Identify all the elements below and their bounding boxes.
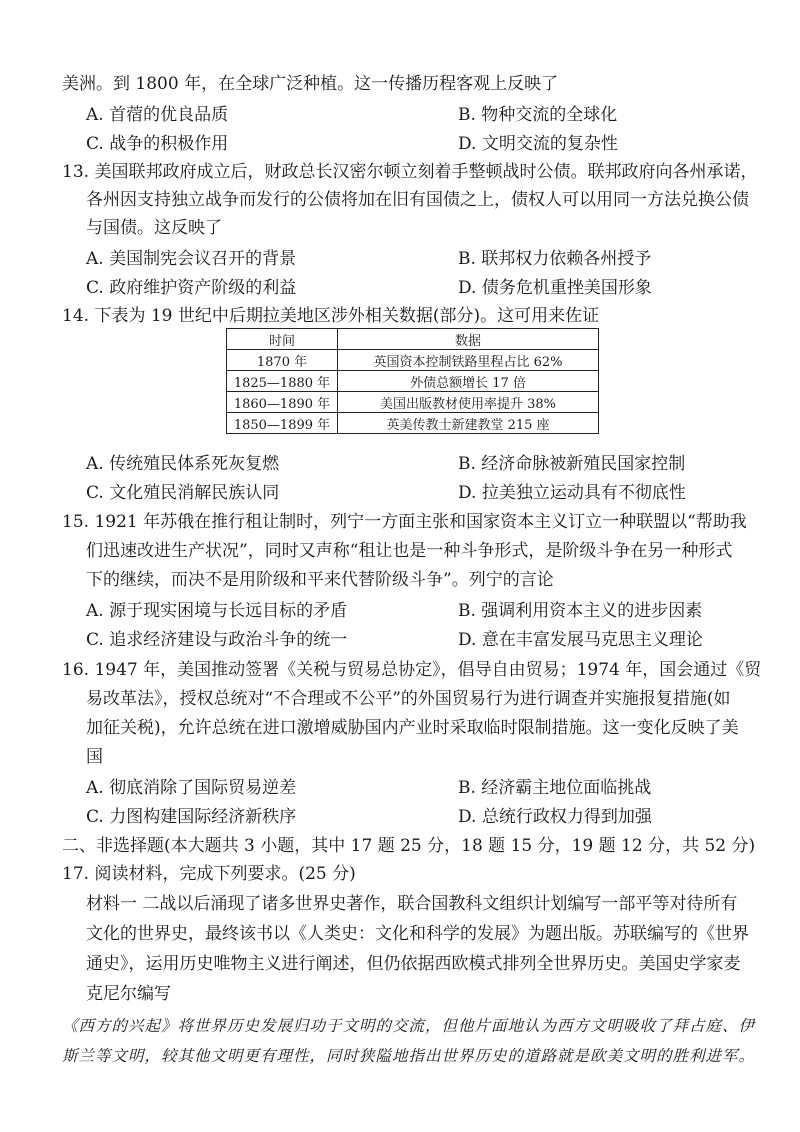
q14-option-c: C. 文化殖民消解民族认同 — [86, 483, 280, 503]
table-cell-data: 外债总额增长 17 倍 — [338, 371, 599, 392]
q14-option-d: D. 拉美独立运动具有不彻底性 — [458, 483, 686, 503]
q13-stem-line1: 13. 美国联邦政府成立后，财政总长汉密尔顿立刻着手整顿战时公债。联邦政府向各州承诺， — [62, 162, 758, 182]
q16-option-b: B. 经济霸主地位面临挑战 — [458, 778, 652, 798]
table-cell-data: 美国出版教材使用率提升 38% — [338, 392, 599, 413]
table-cell-time: 1850—1899 年 — [227, 413, 338, 434]
q15-stem-line1: 15. 1921 年苏俄在推行租让制时，列宁一方面主张和国家资本主义订立一种联盟以“帮助我 — [62, 512, 747, 532]
q13-option-c: C. 政府维护资产阶级的利益 — [86, 278, 297, 298]
q17-stem: 17. 阅读材料，完成下列要求。(25 分) — [62, 864, 356, 884]
table-row — [227, 413, 599, 434]
material-1-line4: 克尼尔编写 — [86, 984, 171, 1004]
q15-option-c: C. 追求经济建设与政治斗争的统一 — [86, 630, 348, 650]
table-row — [227, 392, 599, 413]
q16-stem-line2: 易改革法》，授权总统对“不合理或不公平”的外国贸易行为进行调查并实施报复措施(如 — [86, 689, 731, 709]
q13-option-d: D. 债务危机重挫美国形象 — [458, 278, 652, 298]
table-cell-time: 1870 年 — [227, 350, 338, 371]
q16-option-c: C. 力图构建国际经济新秩序 — [86, 807, 297, 827]
q16-option-d: D. 总统行政权力得到加强 — [458, 807, 652, 827]
table-header-time: 时间 — [227, 329, 338, 350]
q13-option-a: A. 美国制宪会议召开的背景 — [86, 249, 297, 269]
q15-option-a: A. 源于现实困境与长远目标的矛盾 — [86, 601, 348, 621]
material-1-line6: 斯兰等文明，较其他文明更有理性，同时狭隘地指出世界历史的道路就是欧美文明的胜利进军。 — [62, 1047, 756, 1065]
q14-option-b: B. 经济命脉被新殖民国家控制 — [458, 454, 686, 474]
table-row — [227, 350, 599, 371]
q14-option-a: A. 传统殖民体系死灰复燃 — [86, 454, 280, 474]
q12-option-c: C. 战争的积极作用 — [86, 134, 229, 154]
table-cell-time: 1860—1890 年 — [227, 392, 338, 413]
q13-stem-line3: 与国债。这反映了 — [86, 218, 222, 238]
table-cell-time: 1825—1880 年 — [227, 371, 338, 392]
q15-option-d: D. 意在丰富发展马克思主义理论 — [458, 630, 703, 650]
q16-stem-line1: 16. 1947 年，美国推动签署《关税与贸易总协定》，倡导自由贸易；1974 年，国会通过《贸 — [62, 660, 762, 680]
material-1-line1: 材料一 二战以后涌现了诸多世界史著作，联合国教科文组织计划编写一部平等对待所有 — [86, 894, 738, 914]
q16-stem-line3: 加征关税)，允许总统在进口激增威胁国内产业时采取临时限制措施。这一变化反映了美 — [86, 718, 739, 738]
table-cell-data: 英国资本控制铁路里程占比 62% — [338, 350, 599, 371]
q12-option-d: D. 文明交流的复杂性 — [458, 134, 618, 154]
material-1-line2: 文化的世界史，最终该书以《人类史：文化和科学的发展》为题出版。苏联编写的《世界 — [86, 924, 749, 944]
q13-option-b: B. 联邦权力依赖各州授予 — [458, 249, 652, 269]
q14-data-table — [226, 328, 599, 434]
q13-stem-line2: 各州因支持独立战争而发行的公债将加在旧有国债之上，债权人可以用同一方法兑换公债 — [86, 190, 749, 210]
table-header-data: 数据 — [338, 329, 599, 350]
table-cell-data: 英美传教士新建教堂 215 座 — [338, 413, 599, 434]
q15-stem-line2: 们迅速改进生产状况”，同时又声称“租让也是一种斗争形式，是阶级斗争在另一种形式 — [86, 541, 733, 561]
q15-stem-line3: 下的继续，而决不是用阶级和平来代替阶级斗争”。列宁的言论 — [86, 570, 554, 590]
q12-stem-tail: 美洲。到 1800 年，在全球广泛种植。这一传播历程客观上反映了 — [62, 74, 559, 94]
q16-option-a: A. 彻底消除了国际贸易逆差 — [86, 778, 297, 798]
material-1-line5: 《西方的兴起》将世界历史发展归功于文明的交流，但他片面地认为西方文明吸收了拜占庭、伊 — [62, 1017, 756, 1035]
q16-stem-line4: 国 — [86, 747, 103, 767]
material-1-line3: 通史》，运用历史唯物主义进行阐述，但仍依据西欧模式排列全世界历史。美国史学家麦 — [86, 954, 741, 974]
q12-option-a: A. 首蓿的优良品质 — [86, 105, 229, 125]
table-header-row — [227, 329, 599, 350]
table-row — [227, 371, 599, 392]
q15-option-b: B. 强调利用资本主义的进步因素 — [458, 601, 703, 621]
section-2-heading: 二、非选择题(本大题共 3 小题，其中 17 题 25 分，18 题 15 分，19 题 12 分，共 52 分) — [62, 836, 756, 856]
q14-stem: 14. 下表为 19 世纪中后期拉美地区涉外相关数据(部分)。这可用来佐证 — [62, 306, 600, 326]
q12-option-b: B. 物种交流的全球化 — [458, 105, 618, 125]
